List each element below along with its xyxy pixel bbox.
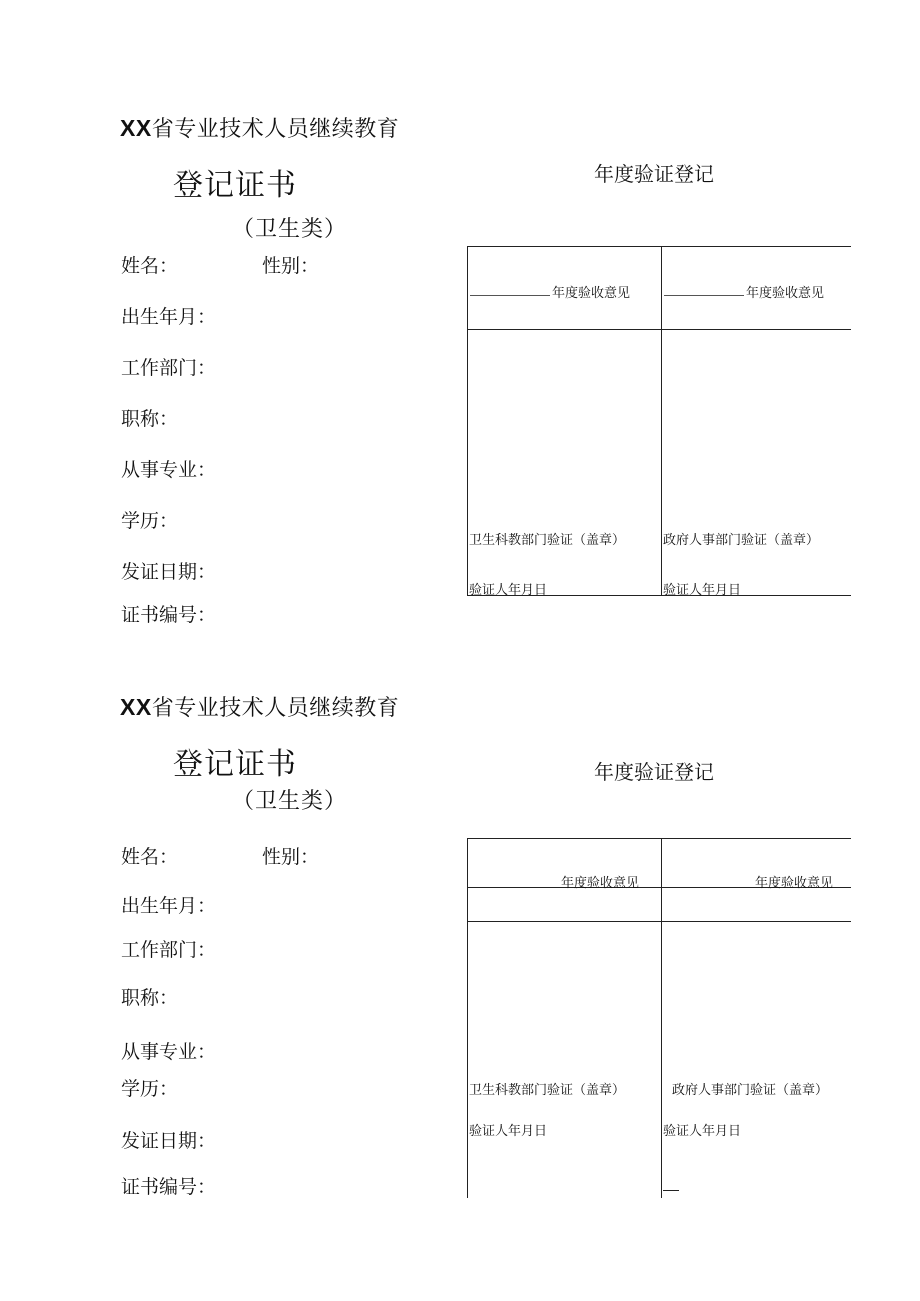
certificate-category: （卫生类） <box>232 789 348 814</box>
annual-verification-title: 年度验证登记 <box>594 162 714 186</box>
issue-date-label: 发证日期： <box>121 561 217 583</box>
table-row-divider <box>467 921 851 922</box>
verifier-date-right: 验证人年月日 <box>663 583 742 598</box>
name-label: 姓名： <box>121 846 179 868</box>
health-dept-stamp-label: 卫生科教部门验证（盖章） <box>469 533 626 548</box>
year-blank-left <box>470 295 550 296</box>
table-row-divider <box>467 329 851 330</box>
personnel-dept-stamp-label: 政府人事部门验证（盖章） <box>672 1083 829 1098</box>
education-label: 学历： <box>121 1078 179 1100</box>
education-label: 学历： <box>121 510 179 532</box>
organization-heading <box>120 691 399 722</box>
province-prefix: XX <box>120 115 152 141</box>
name-label: 姓名： <box>121 255 179 277</box>
certificate-category: （卫生类） <box>232 217 348 242</box>
verifier-date-right: 验证人年月日 <box>663 1124 742 1139</box>
table-column-divider <box>661 838 662 1198</box>
health-dept-stamp-label: 卫生科教部门验证（盖章） <box>469 1083 626 1098</box>
certificate-number-label: 证书编号： <box>121 1176 217 1198</box>
gender-label: 性别： <box>262 255 320 277</box>
annual-opinion-left: 年度验收意见 <box>561 876 640 891</box>
birth-date-label: 出生年月： <box>121 895 217 917</box>
short-rule-mark <box>663 1190 679 1191</box>
birth-date-label: 出生年月： <box>121 306 217 328</box>
professional-title-label: 职称： <box>121 987 179 1009</box>
professional-title-label: 职称： <box>121 408 179 430</box>
work-department-label: 工作部门： <box>121 357 217 379</box>
table-top-border <box>467 246 851 247</box>
certificate-title: 登记证书 <box>173 168 297 203</box>
certificate-title: 登记证书 <box>173 747 297 782</box>
annual-opinion-right: 年度验收意见 <box>746 286 825 301</box>
specialty-label: 从事专业： <box>121 459 217 481</box>
organization-name: 省专业技术人员继续教育 <box>151 117 400 142</box>
personnel-dept-stamp-label: 政府人事部门验证（盖章） <box>663 533 820 548</box>
organization-heading <box>120 112 399 143</box>
table-left-border <box>467 246 468 596</box>
specialty-label: 从事专业： <box>121 1041 217 1063</box>
gender-label: 性别： <box>262 846 320 868</box>
verifier-date-left: 验证人年月日 <box>469 583 548 598</box>
verifier-date-left: 验证人年月日 <box>469 1124 548 1139</box>
organization-name: 省专业技术人员继续教育 <box>151 696 400 721</box>
year-blank-right <box>664 295 744 296</box>
issue-date-label: 发证日期： <box>121 1130 217 1152</box>
province-prefix: XX <box>120 694 152 720</box>
annual-verification-title: 年度验证登记 <box>594 760 714 784</box>
certificate-number-label: 证书编号： <box>121 604 217 626</box>
table-left-border <box>467 838 468 1198</box>
annual-opinion-right: 年度验收意见 <box>755 876 834 891</box>
table-top-border <box>467 838 851 839</box>
work-department-label: 工作部门： <box>121 939 217 961</box>
annual-opinion-left: 年度验收意见 <box>552 286 631 301</box>
table-column-divider <box>661 246 662 596</box>
